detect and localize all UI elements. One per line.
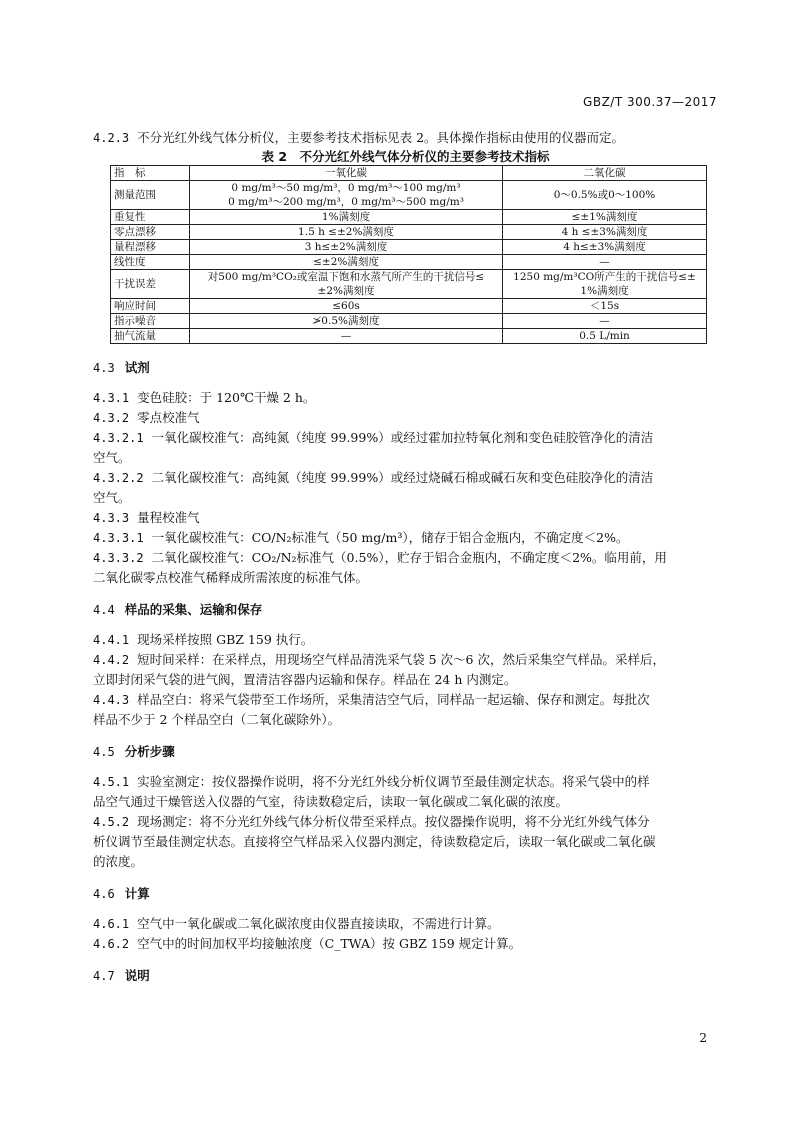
- cell-co-line1: 对500 mg/m³CO₂或室温下饱和水蒸气所产生的干扰信号≤: [207, 271, 485, 283]
- header-cell-co: 一氧化碳: [190, 166, 503, 181]
- section-heading-4-7: [93, 966, 718, 986]
- clause-number: 4.3.3.1: [93, 531, 144, 545]
- clause-number: 4.3.3.2: [93, 551, 144, 565]
- table-row: [111, 181, 707, 210]
- row-name: 指示噪音: [111, 314, 190, 329]
- row-name: 量程漂移: [111, 240, 190, 255]
- page-content: [93, 128, 718, 996]
- clause-4-4-1: [93, 630, 718, 650]
- clause-text: 量程校准气: [137, 510, 200, 525]
- section-title: 计算: [124, 886, 150, 901]
- clause-number: 4.3.2.2: [93, 471, 144, 485]
- clause-text-line1: 一氧化碳校准气：高纯氮（纯度 99.99%）或经过霍加拉特氧化剂和变色硅胶管净化的清洁: [151, 430, 654, 445]
- cell-co: ≤60s: [190, 299, 503, 314]
- section-heading-4-5: [93, 742, 718, 762]
- cell-co2-line1: 1250 mg/m³CO所产生的干扰信号≤±: [513, 271, 696, 283]
- clause-text: 不分光红外线气体分析仪，主要参考技术指标见表 2。具体操作指标由使用的仪器而定。: [137, 130, 625, 145]
- clause-4-4-2: [93, 650, 718, 670]
- clause-text: 空气中的时间加权平均接触浓度（C_TWA）按 GBZ 159 规定计算。: [137, 936, 522, 951]
- clause-text-line1: 样品空白：将采气袋带至工作场所，采集清洁空气后，同样品一起运输、保存和测定。每批次: [137, 692, 650, 707]
- clause-4-3-2: [93, 408, 718, 428]
- cell-co: ≤±2%满刻度: [190, 255, 503, 270]
- clause-4-3-3-2-cont: 二氧化碳零点校准气稀释成所需浓度的标准气体。: [93, 570, 369, 585]
- clause-text: 零点校准气: [137, 410, 200, 425]
- section-number: 4.4: [93, 603, 115, 617]
- clause-text-line1: 现场测定：将不分光红外线气体分析仪带至采样点。按仪器操作说明，将不分光红外线气体分: [137, 814, 650, 829]
- clause-4-5-1-cont: 品空气通过干燥管送入仪器的气室，待读数稳定后，读取一氧化碳或二氧化碳的浓度。: [93, 794, 569, 809]
- table-row: [111, 225, 707, 240]
- row-name: 响应时间: [111, 299, 190, 314]
- clause-text: 空气中一氧化碳或二氧化碳浓度由仪器直接读取，不需进行计算。: [137, 916, 500, 931]
- clause-number: 4.6.2: [93, 937, 130, 951]
- cell-co: ≯0.5%满刻度: [190, 314, 503, 329]
- clause-number: 4.6.1: [93, 917, 130, 931]
- section-title: 试剂: [124, 360, 150, 375]
- section-heading-4-3: [93, 358, 718, 378]
- clause-4-4-2-cont: 立即封闭采气袋的进气阀，置清洁容器内运输和保存。样品在 24 h 内测定。: [93, 672, 517, 687]
- cell-co2: ≤±1%满刻度: [503, 210, 707, 225]
- section-heading-4-6: [93, 884, 718, 904]
- clause-text-line1: 二氧化碳校准气：CO₂/N₂标准气（0.5%），贮存于铝合金瓶内，不确定度＜2%。临用前，用: [151, 550, 667, 565]
- clause-number: 4.5.2: [93, 815, 130, 829]
- row-name: 重复性: [111, 210, 190, 225]
- clause-number: 4.4.3: [93, 693, 130, 707]
- clause-4-3-2-1-cont: 空气。: [93, 450, 131, 465]
- row-name: 干扰误差: [111, 270, 190, 299]
- clause-4-5-2-cont: 析仪调节至最佳测定状态。直接将空气样品采入仪器内测定，待读数稳定后，读取一氧化碳或二氧化碳: [93, 834, 656, 849]
- clause-4-2-3: [93, 128, 718, 148]
- cell-co2: —: [503, 255, 707, 270]
- table-row: [111, 270, 707, 299]
- table-header-row: [111, 166, 707, 181]
- row-name: 线性度: [111, 255, 190, 270]
- clause-number: 4.2.3: [93, 131, 130, 145]
- row-name: 测量范围: [111, 181, 190, 210]
- clause-text-line1: 短时间采样：在采样点，用现场空气样品清洗采气袋 5 次～6 次，然后采集空气样品。采样后，: [137, 652, 665, 667]
- clause-number: 4.3.2: [93, 411, 130, 425]
- cell-co: [190, 270, 503, 299]
- clause-number: 4.4.1: [93, 633, 130, 647]
- section-number: 4.3: [93, 361, 115, 375]
- header-cell-indicator: 指 标: [111, 166, 190, 181]
- clause-4-3-3-2: [93, 548, 718, 568]
- clause-4-6-1: [93, 914, 718, 934]
- cell-co-line2: ±2%满刻度: [317, 285, 375, 297]
- table-row: [111, 299, 707, 314]
- cell-co: —: [190, 329, 503, 344]
- section-title: 说明: [124, 968, 150, 983]
- table-row: [111, 314, 707, 329]
- cell-co2: [503, 270, 707, 299]
- clause-4-3-3-1: [93, 528, 718, 548]
- section-number: 4.7: [93, 969, 115, 983]
- table-row: [111, 329, 707, 344]
- section-title: 分析步骤: [124, 744, 175, 759]
- cell-co2-line2: 1%满刻度: [580, 285, 629, 297]
- clause-4-3-3: [93, 508, 718, 528]
- cell-co-line2: 0 mg/m³～200 mg/m³，0 mg/m³～500 mg/m³: [228, 196, 464, 208]
- clause-text: 现场采样按照 GBZ 159 执行。: [137, 632, 314, 647]
- clause-text-line1: 实验室测定：按仪器操作说明，将不分光红外线分析仪调节至最佳测定状态。将采气袋中的样: [137, 774, 650, 789]
- clause-4-6-2: [93, 934, 718, 954]
- clause-4-5-2-cont2: 的浓度。: [93, 854, 144, 869]
- clause-number: 4.5.1: [93, 775, 130, 789]
- table-row: [111, 255, 707, 270]
- clause-number: 4.3.1: [93, 391, 130, 405]
- cell-co2: 4 h≤±3%满刻度: [503, 240, 707, 255]
- clause-text: 一氧化碳校准气：CO/N₂标准气（50 mg/m³），储存于铝合金瓶内，不确定度＜2%。: [151, 530, 629, 545]
- page-number: 2: [699, 1031, 707, 1045]
- table-row: [111, 210, 707, 225]
- cell-co2: 4 h ≤±3%满刻度: [503, 225, 707, 240]
- row-name: 抽气流量: [111, 329, 190, 344]
- table-caption: 表 2 不分光红外线气体分析仪的主要参考技术指标: [261, 149, 550, 164]
- cell-co-line1: 0 mg/m³～50 mg/m³，0 mg/m³～100 mg/m³: [231, 182, 461, 194]
- standard-code: GBZ/T 300.37—2017: [583, 95, 717, 109]
- clause-4-5-2: [93, 812, 718, 832]
- cell-co: 1%满刻度: [190, 210, 503, 225]
- clause-4-5-1: [93, 772, 718, 792]
- spec-table: [110, 165, 707, 344]
- clause-number: 4.3.3: [93, 511, 130, 525]
- clause-4-3-1: [93, 388, 718, 408]
- header-cell-co2: 二氧化碳: [503, 166, 707, 181]
- clause-text: 变色硅胶：于 120℃干燥 2 h。: [137, 390, 316, 405]
- cell-co2: 0～0.5%或0～100%: [503, 181, 707, 210]
- table-row: [111, 240, 707, 255]
- clause-number: 4.4.2: [93, 653, 130, 667]
- clause-text-line1: 二氧化碳校准气：高纯氮（纯度 99.99%）或经过烧碱石棉或碱石灰和变色硅胶净化的清洁: [151, 470, 654, 485]
- cell-co2: ＜15s: [503, 299, 707, 314]
- row-name: 零点漂移: [111, 225, 190, 240]
- cell-co: 3 h≤±2%满刻度: [190, 240, 503, 255]
- cell-co: [190, 181, 503, 210]
- section-number: 4.6: [93, 887, 115, 901]
- clause-4-4-3-cont: 样品不少于 2 个样品空白（二氧化碳除外）。: [93, 712, 341, 727]
- cell-co2: —: [503, 314, 707, 329]
- cell-co2: 0.5 L/min: [503, 329, 707, 344]
- clause-4-4-3: [93, 690, 718, 710]
- clause-4-3-2-1: [93, 428, 718, 448]
- section-title: 样品的采集、运输和保存: [124, 602, 263, 617]
- section-heading-4-4: [93, 600, 718, 620]
- clause-4-3-2-2: [93, 468, 718, 488]
- cell-co: 1.5 h ≤±2%满刻度: [190, 225, 503, 240]
- clause-4-3-2-2-cont: 空气。: [93, 490, 131, 505]
- section-number: 4.5: [93, 745, 115, 759]
- clause-number: 4.3.2.1: [93, 431, 144, 445]
